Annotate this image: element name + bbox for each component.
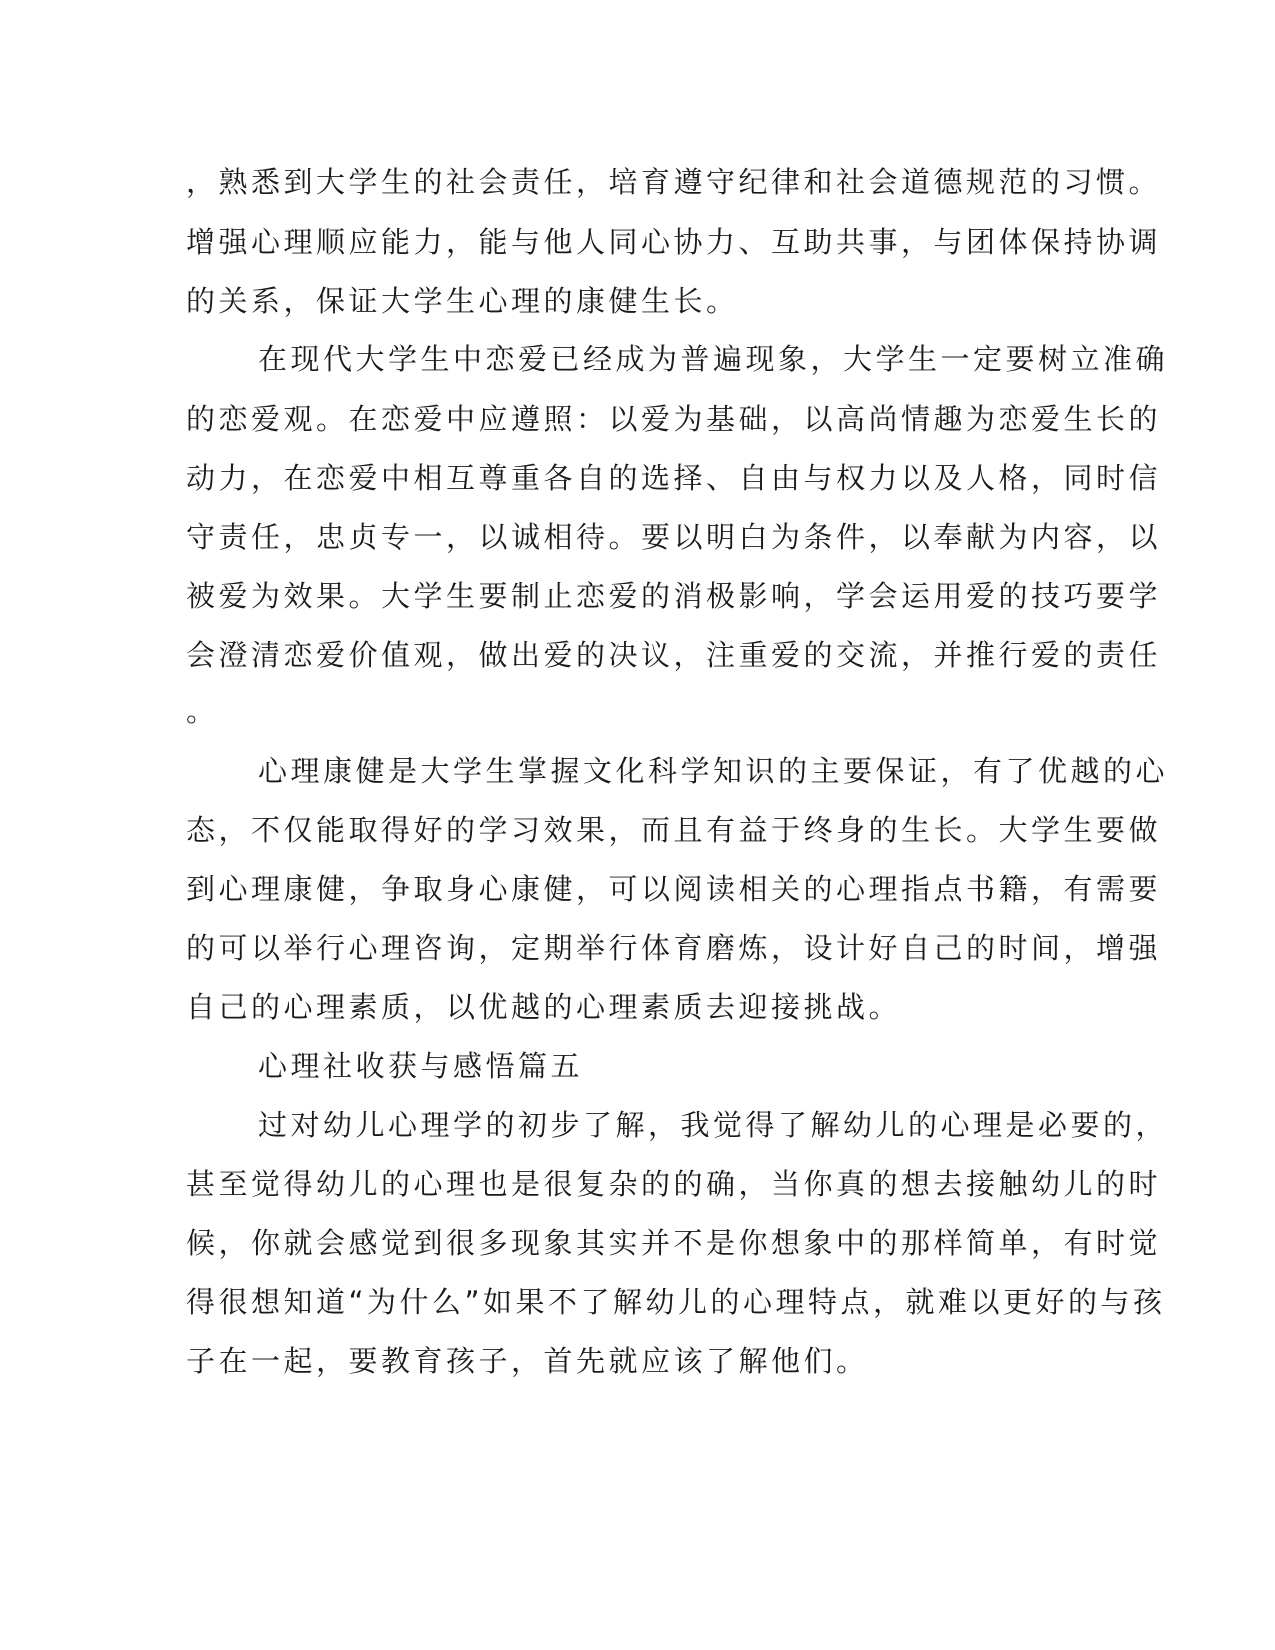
text-line: 动力，在恋爱中相互尊重各自的选择、自由与权力以及人格，同时信: [186, 461, 1162, 495]
text-line: 子在一起，要教育孩子，首先就应该了解他们。: [186, 1344, 869, 1378]
paragraph-first-line: 心理康健是大学生掌握文化科学知识的主要保证，有了优越的心: [258, 754, 1169, 788]
text-line: 的关系，保证大学生心理的康健生长。: [186, 284, 739, 318]
text-line: 候，你就会感觉到很多现象其实并不是你想象中的那样简单，有时觉: [186, 1226, 1162, 1260]
text-line: 增强心理顺应能力，能与他人同心协力、互助共事，与团体保持协调: [186, 225, 1162, 259]
text-line: 被爱为效果。大学生要制止恋爱的消极影响，学会运用爱的技巧要学: [186, 579, 1162, 613]
text-line: 到心理康健，争取身心康健，可以阅读相关的心理指点书籍，有需要: [186, 872, 1162, 906]
text-line: 自己的心理素质，以优越的心理素质去迎接挑战。: [186, 990, 902, 1024]
text-line: 。: [186, 694, 219, 728]
paragraph-first-line: 过对幼儿心理学的初步了解，我觉得了解幼儿的心理是必要的，: [258, 1108, 1169, 1142]
text-line: 态，不仅能取得好的学习效果，而且有益于终身的生长。大学生要做: [186, 813, 1162, 847]
text-line: 的可以举行心理咨询，定期举行体育磨炼，设计好自己的时间，增强: [186, 931, 1162, 965]
text-line: 甚至觉得幼儿的心理也是很复杂的的确，当你真的想去接触幼儿的时: [186, 1167, 1162, 1201]
paragraph-first-line: 在现代大学生中恋爱已经成为普遍现象，大学生一定要树立准确: [258, 342, 1169, 376]
text-line: ，熟悉到大学生的社会责任，培育遵守纪律和社会道德规范的习惯。: [186, 165, 1162, 199]
text-line: 守责任，忠贞专一，以诚相待。要以明白为条件，以奉献为内容，以: [186, 520, 1162, 554]
text-line: 的恋爱观。在恋爱中应遵照：以爱为基础，以高尚情趣为恋爱生长的: [186, 402, 1162, 436]
section-heading: 心理社收获与感悟篇五: [258, 1049, 584, 1083]
text-line: 会澄清恋爱价值观，做出爱的决议，注重爱的交流，并推行爱的责任: [186, 638, 1162, 672]
text-line: 得很想知道“为什么”如果不了解幼儿的心理特点，就难以更好的与孩: [186, 1285, 1166, 1319]
